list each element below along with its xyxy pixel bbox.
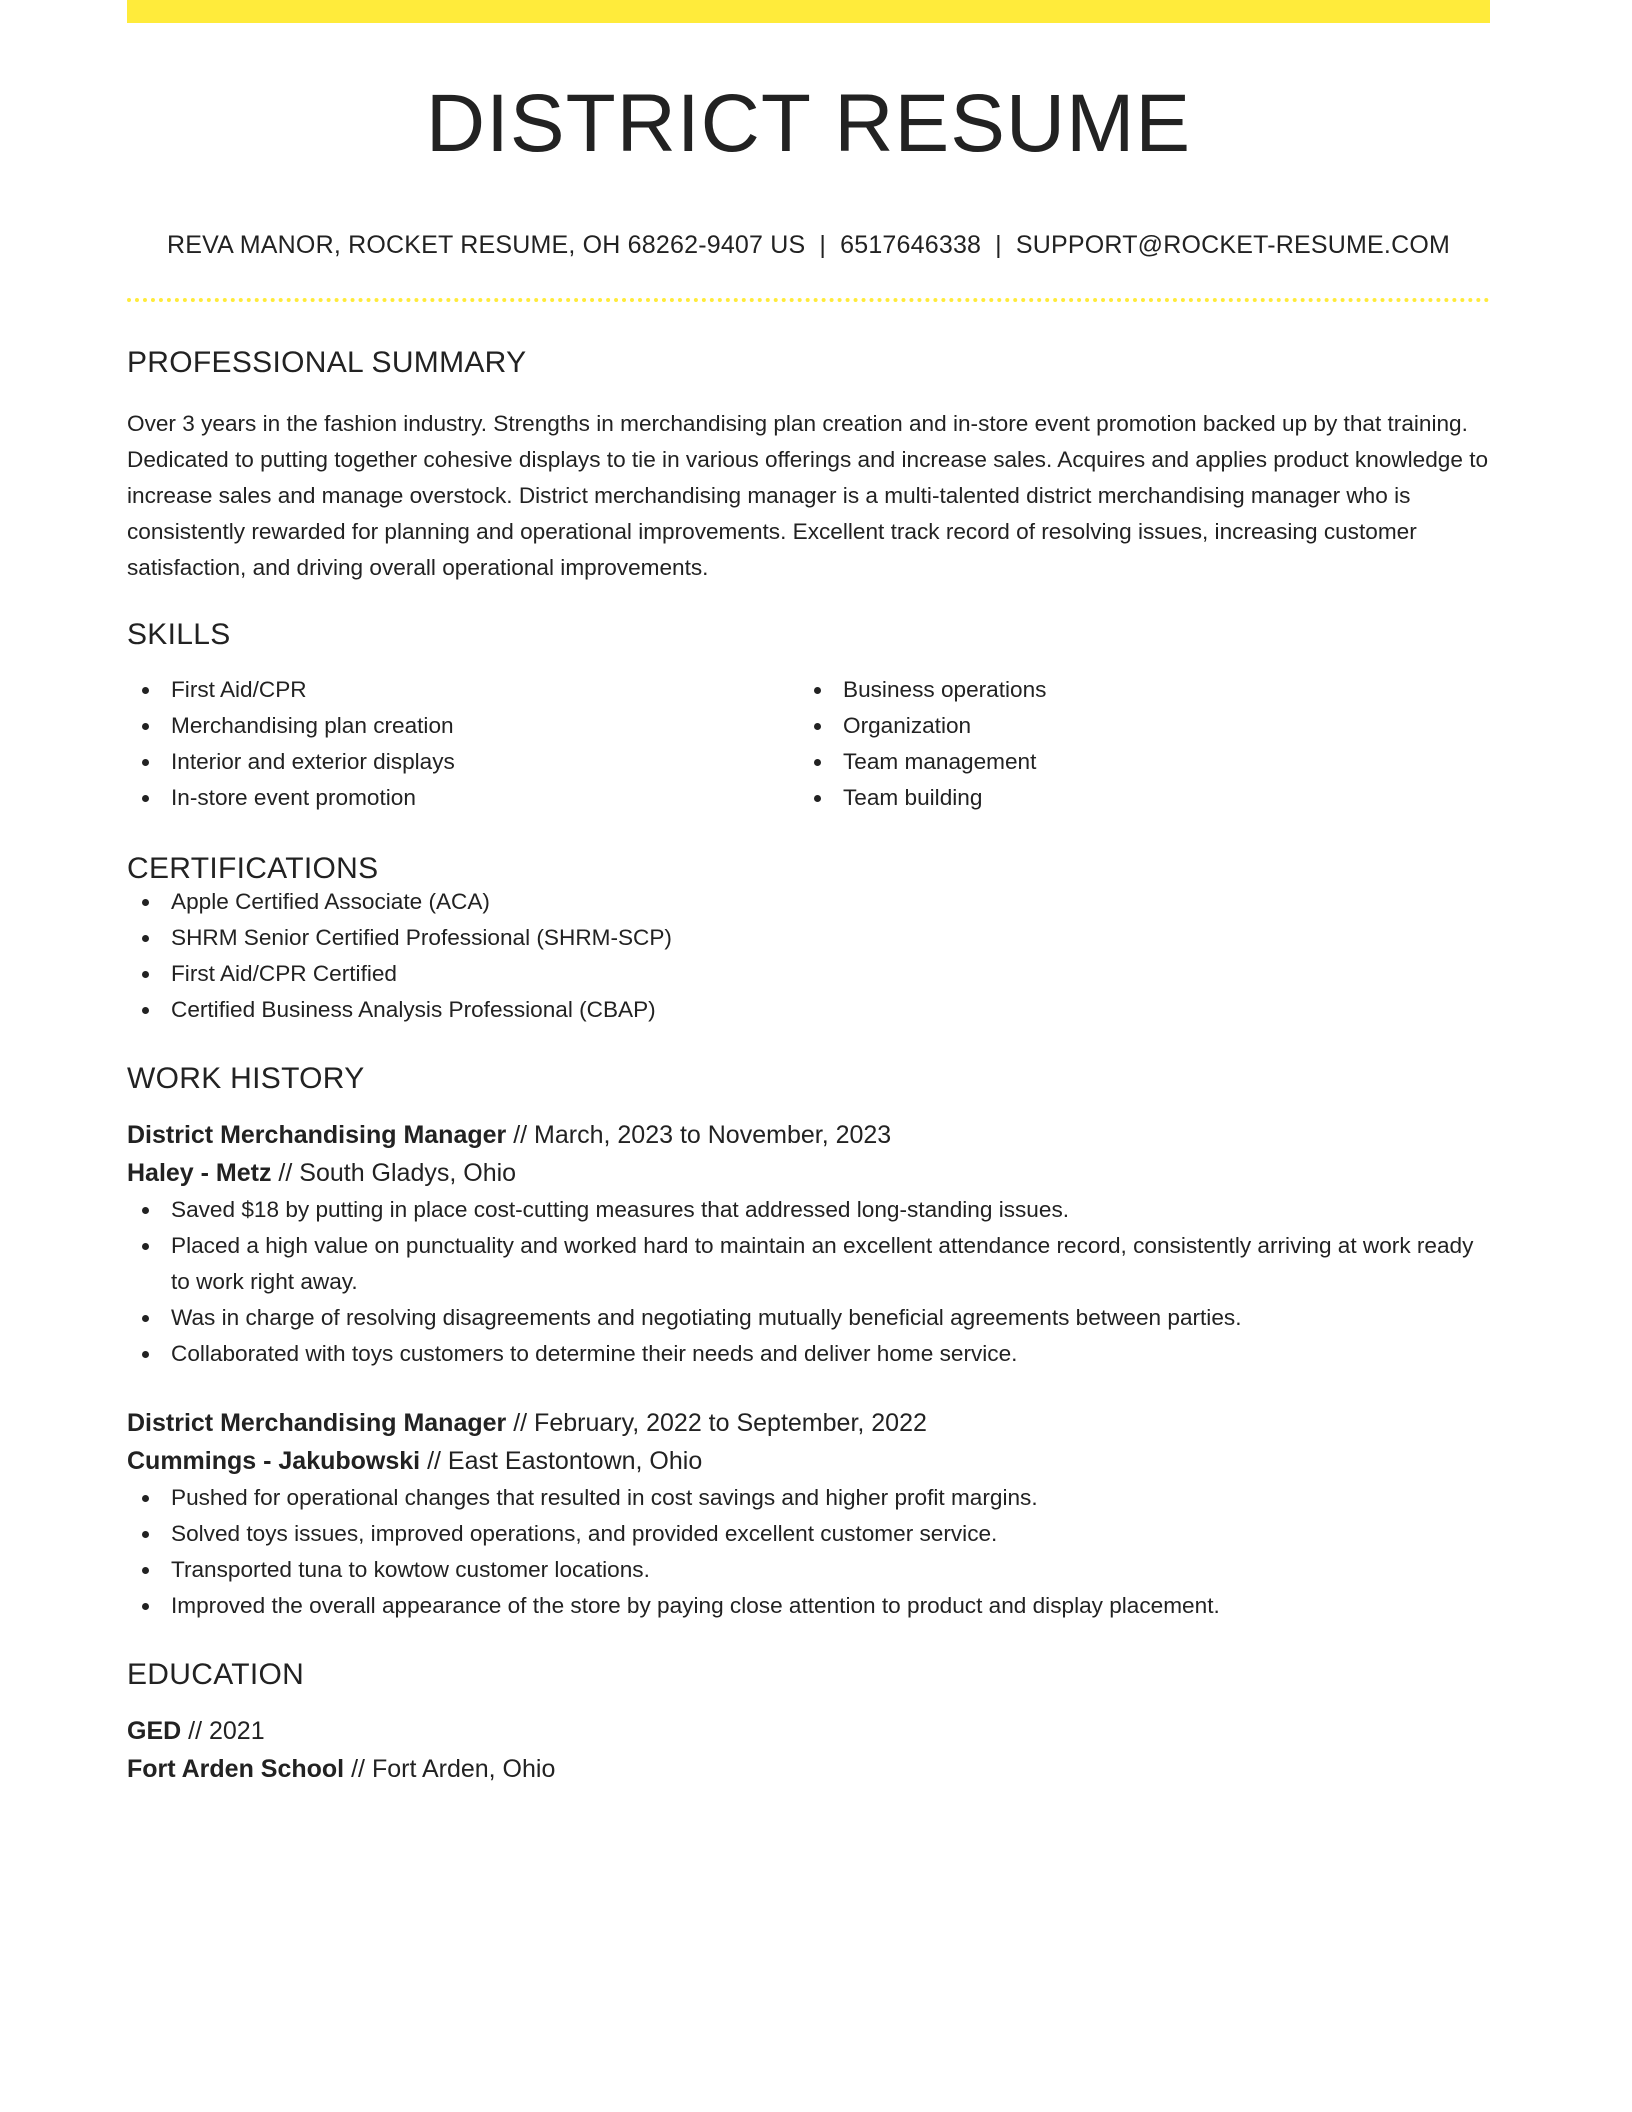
summary-heading: PROFESSIONAL SUMMARY: [127, 346, 527, 379]
contact-phone: 6517646338: [840, 231, 982, 259]
job-dates: February, 2022 to September, 2022: [534, 1409, 927, 1437]
education-entry: [127, 1712, 1490, 1788]
certification-item: Certified Business Analysis Professional (CBAP): [127, 992, 1490, 1028]
skill-item: Interior and exterior displays: [127, 744, 757, 780]
skill-item: In-store event promotion: [127, 780, 757, 816]
skill-item: Business operations: [799, 672, 1429, 708]
dotted-divider: [127, 298, 1490, 302]
job-bullet: Pushed for operational changes that resulted in cost savings and higher profit margins.: [127, 1480, 1490, 1516]
job-entry: [127, 1404, 1490, 1624]
text-separator: //: [271, 1159, 300, 1187]
contact-separator: |: [819, 231, 827, 259]
skill-item: Merchandising plan creation: [127, 708, 757, 744]
job-bullet: Saved $18 by putting in place cost-cutting measures that addressed long-standing issues.: [127, 1192, 1490, 1228]
text-separator: //: [181, 1717, 209, 1745]
education-degree: GED: [127, 1717, 182, 1745]
job-company: Haley - Metz: [127, 1159, 272, 1187]
resume-title: DISTRICT RESUME: [425, 78, 1192, 169]
text-separator: //: [344, 1755, 372, 1783]
job-bullet: Was in charge of resolving disagreements and negotiating mutually beneficial agreements between parties.: [127, 1300, 1490, 1336]
contact-email: SUPPORT@ROCKET-RESUME.COM: [1015, 231, 1451, 259]
job-role-line: [127, 1404, 1490, 1442]
skills-column-left: [127, 672, 799, 816]
certification-item: First Aid/CPR Certified: [127, 956, 1490, 992]
job-role: District Merchandising Manager: [127, 1121, 507, 1149]
job-location: South Gladys, Ohio: [299, 1159, 517, 1187]
skills-column-right: [799, 672, 1471, 816]
education-heading: EDUCATION: [127, 1658, 305, 1691]
job-dates: March, 2023 to November, 2023: [534, 1121, 892, 1149]
work-history-heading: WORK HISTORY: [127, 1062, 365, 1095]
text-separator: //: [506, 1121, 535, 1149]
job-bullet: Solved toys issues, improved operations, and provided excellent customer service.: [127, 1516, 1490, 1552]
contact-line: [127, 231, 1490, 260]
job-bullet-list: [127, 1480, 1490, 1624]
job-role-line: [127, 1116, 1490, 1154]
certifications-heading: CERTIFICATIONS: [127, 852, 379, 885]
accent-top-bar: [127, 0, 1490, 23]
job-bullet: Placed a high value on punctuality and worked hard to maintain an excellent attendance record, consistently arriving at work ready to work right away.: [127, 1228, 1490, 1300]
resume-page: [127, 0, 1490, 1788]
job-location: East Eastontown, Ohio: [447, 1447, 703, 1475]
job-bullet: Transported tuna to kowtow customer locations.: [127, 1552, 1490, 1588]
job-bullet-list: [127, 1192, 1490, 1372]
education-school-line: [127, 1750, 1490, 1788]
certification-item: Apple Certified Associate (ACA): [127, 884, 1490, 920]
education-location: Fort Arden, Ohio: [371, 1755, 556, 1783]
text-separator: //: [420, 1447, 448, 1475]
education-year: 2021: [208, 1717, 265, 1745]
certifications-list: [127, 884, 1490, 1028]
contact-separator: |: [995, 231, 1002, 259]
job-role: District Merchandising Manager: [127, 1409, 507, 1437]
education-school: Fort Arden School: [127, 1755, 345, 1783]
skill-item: Team management: [799, 744, 1429, 780]
certification-item: SHRM Senior Certified Professional (SHRM-SCP): [127, 920, 1490, 956]
job-entry: [127, 1116, 1490, 1372]
education-degree-line: [127, 1712, 1490, 1750]
text-separator: //: [506, 1409, 535, 1437]
job-company-line: [127, 1154, 1490, 1192]
skill-item: Organization: [799, 708, 1429, 744]
skills-columns: [127, 672, 1490, 816]
contact-address: REVA MANOR, ROCKET RESUME, OH 68262-9407 US: [166, 231, 806, 259]
skill-item: Team building: [799, 780, 1429, 816]
job-bullet: Improved the overall appearance of the store by paying close attention to product and display placement.: [127, 1588, 1490, 1624]
job-company: Cummings - Jakubowski: [127, 1447, 421, 1475]
job-bullet: Collaborated with toys customers to determine their needs and deliver home service.: [127, 1336, 1490, 1372]
skills-heading: SKILLS: [127, 618, 231, 651]
skill-item: First Aid/CPR: [127, 672, 757, 708]
job-company-line: [127, 1442, 1490, 1480]
summary-text: Over 3 years in the fashion industry. Strengths in merchandising plan creation and in-store event promotion backed up by that training. Dedicated to putting together cohesive displays to tie in various offerings and increase sales. Acquires and applies product knowledge to increase sales and manage overstock. District merchandising manager is a multi-talented district merchandising manager who is consistently rewarded for planning and operational improvements. Excellent track record of resolving issues, increasing customer satisfaction, and driving overall operational improvements.: [127, 411, 1489, 580]
